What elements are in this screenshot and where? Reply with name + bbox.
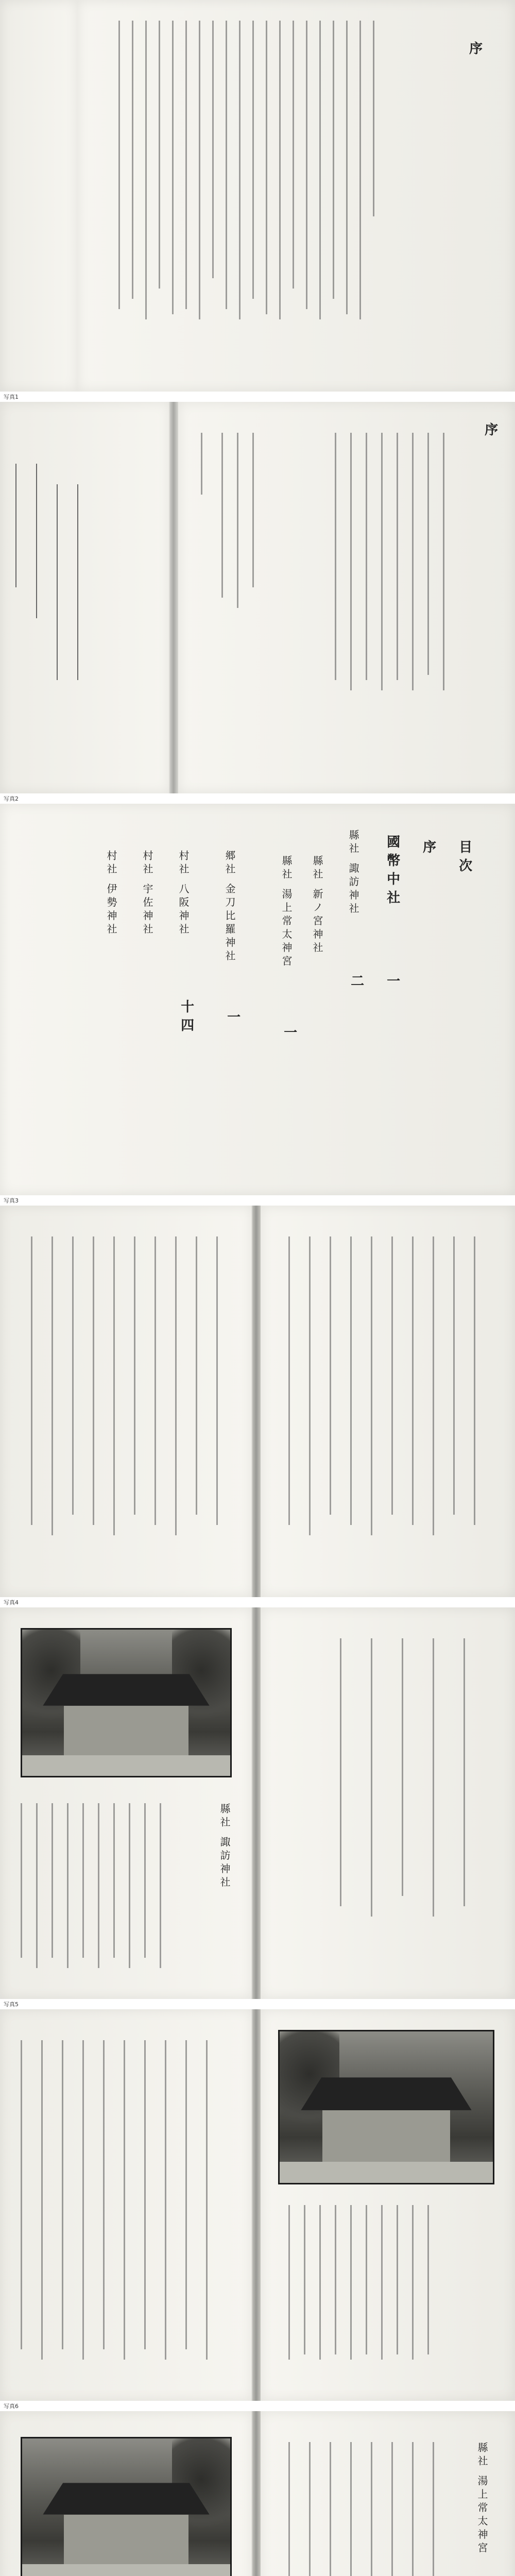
toc-num-1: 一	[384, 974, 400, 992]
shrine-photo	[278, 2030, 494, 2184]
book-page-left	[0, 402, 170, 793]
list-columns-right	[288, 1638, 494, 1958]
photo-caption: 写真1	[2, 393, 20, 401]
toc-entry-4: 縣社 湯上常太神宮	[280, 855, 293, 969]
photo-strip-1	[0, 0, 515, 402]
toc-num-5: 一	[225, 1010, 241, 1028]
toc-num-6: 十四	[178, 999, 194, 1037]
preface-title: 序	[467, 41, 483, 60]
book-gutter	[251, 1206, 261, 1597]
toc-entry-8: 村社 伊勢神社	[105, 850, 117, 937]
toc-page	[0, 804, 515, 1195]
text-columns	[201, 433, 489, 701]
book-photo	[0, 2411, 515, 2576]
book-photo	[0, 402, 515, 793]
toc-entry-6: 村社 八阪神社	[177, 850, 190, 937]
shrine-text	[21, 1803, 206, 1973]
toc-entry-5: 郷社 金刀比羅神社	[224, 850, 236, 964]
shrine-photo	[21, 1628, 232, 1777]
photo-caption: 写真4	[2, 1598, 20, 1606]
book-photo	[0, 1206, 515, 1597]
toc-num-4: 一	[281, 1025, 297, 1044]
list-columns-right	[288, 1236, 494, 1556]
shrine-text	[288, 2205, 484, 2370]
list-columns-left	[31, 1236, 237, 1556]
book-gutter	[251, 2411, 261, 2576]
photo-strip-5	[0, 1607, 515, 2009]
toc-entry-3: 縣社 新ノ宮神社	[311, 855, 323, 956]
book-gutter	[169, 402, 178, 793]
toc-entry-1: 國幣中社	[384, 835, 400, 909]
shrine-heading-yukami: 縣社 湯上常太神宮	[476, 2442, 488, 2556]
book-photo	[0, 1607, 515, 1999]
shrine-text	[288, 2442, 464, 2576]
book-gutter	[251, 2009, 261, 2401]
photo-caption: 写真2	[2, 794, 20, 803]
text-columns	[118, 21, 438, 319]
shrine-photo	[21, 2437, 232, 2576]
book-page-left	[0, 0, 77, 392]
photo-strip-4	[0, 1206, 515, 1607]
preface-title-2: 序	[482, 422, 498, 441]
toc-title: 目次	[456, 840, 472, 877]
book-photo	[0, 2009, 515, 2401]
shrine-text	[21, 2040, 227, 2370]
photo-strip-6	[0, 2009, 515, 2411]
toc-entry-preface: 序	[420, 840, 436, 858]
photo-strip-7	[0, 2411, 515, 2576]
photo-caption: 写真3	[2, 1196, 20, 1205]
photo-caption: 写真5	[2, 2000, 20, 2008]
book-photo	[0, 804, 515, 1195]
photo-strip-2	[0, 402, 515, 804]
toc-entry-7: 村社 宇佐神社	[141, 850, 153, 937]
photo-caption: 写真6	[2, 2402, 20, 2410]
shrine-heading-suwa: 縣社 諏訪神社	[218, 1803, 231, 1890]
toc-entry-2: 縣社 諏訪神社	[347, 829, 359, 917]
photo-strip-3	[0, 804, 515, 1206]
toc-num-2: 二	[348, 974, 364, 992]
book-photo	[0, 0, 515, 392]
book-gutter	[251, 1607, 261, 1999]
